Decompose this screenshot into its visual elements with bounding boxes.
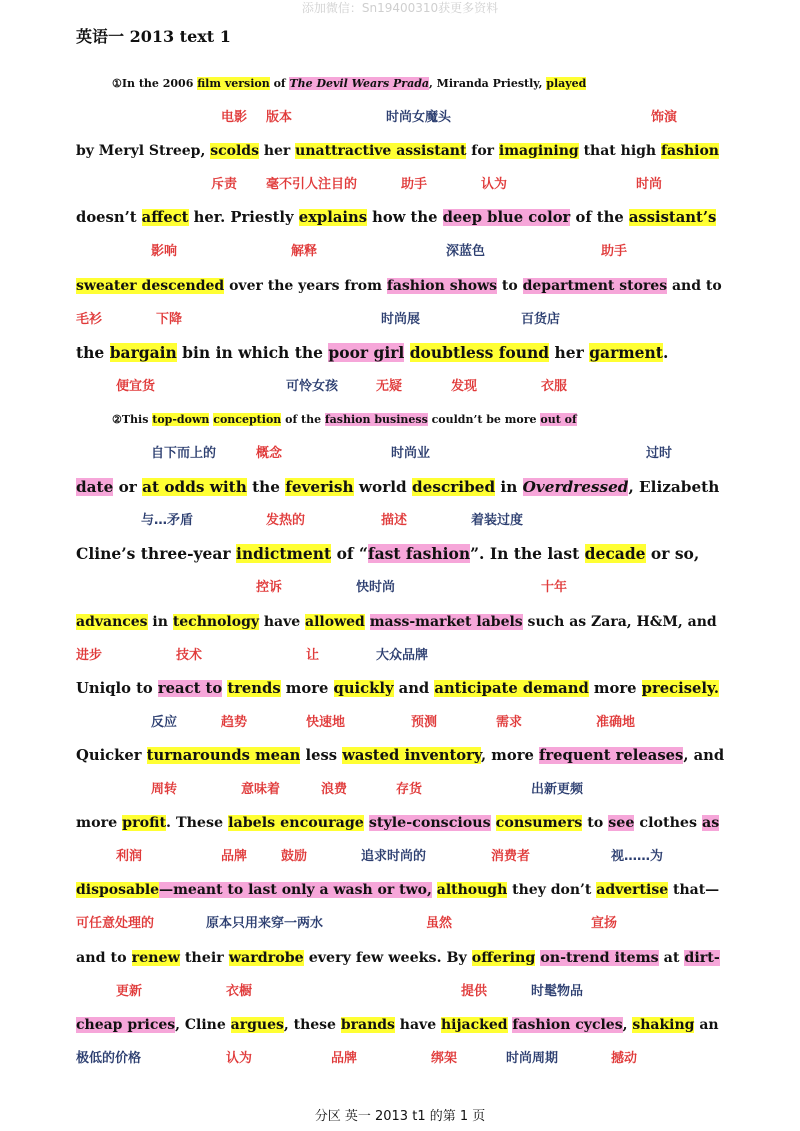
passage-text: , Miranda Priestly,	[429, 77, 547, 90]
highlighted-term: style-conscious	[368, 815, 491, 832]
highlighted-term: renew	[131, 949, 180, 966]
chinese-gloss: 时尚业	[391, 446, 431, 461]
chinese-gloss: 需求	[496, 714, 523, 730]
chinese-gloss: 视……为	[611, 849, 664, 865]
passage-text: or so,	[645, 544, 700, 564]
passage-text: more	[588, 679, 642, 697]
translation-row	[76, 913, 726, 935]
highlighted-term: quickly	[333, 679, 394, 697]
passage-text: of	[269, 77, 290, 90]
passage-text: that high	[578, 143, 661, 160]
chinese-gloss: 电影	[221, 110, 248, 125]
highlighted-term: frequent releases	[539, 747, 684, 764]
passage-text: or	[113, 478, 143, 497]
chinese-gloss: 时髦物品	[531, 983, 584, 999]
chinese-gloss: 自下而上的	[151, 446, 217, 461]
highlighted-term: conception	[213, 413, 282, 426]
passage-text: at	[658, 949, 685, 966]
chinese-gloss: 斥责	[211, 177, 238, 193]
highlighted-term: profit	[122, 815, 167, 832]
passage-text: doesn’t	[76, 209, 142, 227]
chinese-gloss: 时尚女魔头	[386, 110, 452, 125]
highlighted-term: The Devil Wears Prada	[289, 77, 430, 90]
passage-line	[76, 205, 726, 231]
chinese-gloss: 时尚展	[381, 311, 421, 327]
highlighted-term: fast fashion	[367, 544, 471, 564]
highlighted-term: consumers	[495, 815, 583, 832]
passage-text: have	[259, 613, 306, 630]
highlighted-term: see	[608, 815, 635, 832]
highlighted-term: fashion	[660, 143, 719, 160]
passage-line	[76, 810, 726, 836]
chinese-gloss: 认为	[226, 1050, 253, 1066]
highlighted-term: technology	[172, 613, 259, 630]
passage-text: , more	[481, 747, 540, 764]
highlighted-term: feverish	[285, 478, 354, 497]
chinese-gloss: 技术	[176, 647, 203, 663]
chinese-gloss: 可任意处理的	[76, 916, 155, 932]
passage-line	[76, 609, 726, 635]
highlighted-term: dirt-	[684, 949, 720, 966]
passage-text: . These	[166, 815, 229, 832]
translation-row	[76, 1048, 726, 1070]
highlighted-term: as	[702, 815, 720, 832]
highlighted-term: affect	[141, 209, 189, 227]
highlighted-term: decade	[584, 544, 646, 564]
passage-text: and	[393, 679, 435, 697]
chinese-gloss: 更新	[116, 983, 143, 999]
chinese-gloss: 极低的价格	[76, 1050, 142, 1066]
translation-row	[76, 376, 726, 398]
chinese-gloss: 毫不引人注目的	[266, 177, 358, 193]
chinese-gloss: 可怜女孩	[286, 378, 339, 394]
chinese-gloss: 出新更频	[531, 782, 584, 797]
passage-text: , Cline	[175, 1016, 231, 1033]
passage-text	[365, 614, 370, 630]
passage-line	[76, 541, 726, 567]
passage-line	[76, 273, 726, 299]
passage-text: in	[495, 478, 523, 497]
chinese-gloss: 虽然	[426, 916, 453, 932]
chinese-gloss: 追求时尚的	[361, 849, 427, 865]
highlighted-term: fashion business	[324, 413, 428, 426]
passage-text: ②This	[112, 413, 153, 426]
highlighted-term: out of	[540, 413, 577, 426]
watermark: 添加微信：Sn19400310获更多资料	[301, 1, 499, 15]
highlighted-term: hijacked	[440, 1016, 508, 1033]
passage-text: for	[466, 143, 499, 160]
highlighted-term: offering	[471, 949, 536, 966]
chinese-gloss: 浪费	[321, 782, 348, 797]
highlighted-term: trends	[227, 679, 281, 697]
passage-text: how the	[367, 209, 443, 227]
chinese-gloss: 时尚周期	[506, 1050, 559, 1066]
passage-text: , these	[283, 1016, 341, 1033]
highlighted-term: shaking	[632, 1016, 695, 1033]
passage-text: they don’t	[507, 882, 597, 899]
chinese-gloss: 十年	[541, 580, 568, 596]
translation-row	[76, 241, 726, 263]
translation-row	[76, 779, 726, 801]
highlighted-term: film version	[197, 77, 270, 90]
passage-text: of “	[331, 544, 368, 564]
highlighted-term: brands	[340, 1016, 395, 1033]
highlighted-term: mass-market labels	[369, 613, 523, 630]
chinese-gloss: 助手	[401, 177, 428, 193]
passage-line	[76, 71, 762, 97]
chinese-gloss: 影响	[151, 244, 178, 260]
chinese-gloss: 便宜货	[116, 378, 156, 394]
chinese-gloss: 概念	[256, 446, 283, 461]
chinese-gloss: 毛衫	[76, 311, 103, 327]
passage-text: and to	[667, 277, 722, 294]
translation-row	[76, 712, 726, 734]
highlighted-term: anticipate demand	[434, 679, 589, 697]
chinese-gloss: 鼓励	[281, 849, 308, 865]
passage-text: ,	[622, 1016, 633, 1033]
passage-line	[76, 340, 726, 366]
chinese-gloss: 认为	[481, 177, 508, 193]
highlighted-term: advertise	[596, 882, 669, 899]
passage-line	[76, 877, 726, 903]
passage-text: ①In the 2006	[112, 77, 198, 90]
highlighted-term: —meant to last only a wash or two,	[159, 882, 432, 899]
passage-text: , Elizabeth	[628, 478, 720, 497]
chinese-gloss: 周转	[151, 782, 178, 797]
chinese-gloss: 发现	[451, 378, 478, 394]
passage-line	[76, 1012, 726, 1038]
passage-text: over the years from	[224, 277, 387, 294]
translation-row	[76, 510, 726, 532]
chinese-gloss: 控诉	[256, 580, 283, 596]
passage-text: clothes	[634, 815, 702, 832]
passage-text: more	[76, 815, 123, 832]
highlighted-term: react to	[157, 679, 223, 697]
passage-text: world	[353, 478, 413, 497]
chinese-gloss: 快时尚	[356, 580, 396, 596]
passage-text	[404, 343, 409, 362]
passage-line	[76, 407, 762, 433]
chinese-gloss: 让	[306, 647, 320, 663]
highlighted-term: fashion cycles	[512, 1016, 623, 1033]
passage-text: couldn’t be more	[427, 413, 541, 426]
translation-row	[76, 174, 726, 196]
highlighted-term: turnarounds mean	[146, 747, 301, 764]
highlighted-term: poor girl	[328, 342, 405, 362]
highlighted-term: disposable	[76, 882, 160, 899]
highlighted-term: scolds	[210, 143, 259, 160]
highlighted-term: garment	[589, 342, 663, 362]
passage-text: and to	[76, 949, 132, 966]
highlighted-term: sweater descended	[76, 277, 225, 294]
chinese-gloss: 版本	[266, 110, 293, 125]
highlighted-term: indictment	[236, 544, 332, 564]
chinese-gloss: 大众品牌	[376, 647, 429, 663]
passage-text: by Meryl Streep,	[76, 143, 211, 160]
chinese-gloss: 衣服	[541, 378, 568, 394]
passage-text: Quicker	[76, 747, 147, 764]
translation-row	[76, 309, 726, 331]
translation-row	[76, 846, 726, 868]
chinese-gloss: 品牌	[331, 1050, 358, 1066]
passage-text: , and	[683, 747, 725, 764]
chinese-gloss: 下降	[156, 311, 183, 327]
chinese-gloss: 深蓝色	[446, 244, 486, 260]
highlighted-term: cheap prices	[76, 1016, 176, 1033]
translation-row	[76, 443, 726, 465]
highlighted-term: doubtless found	[409, 342, 550, 362]
translation-row	[76, 981, 726, 1003]
highlighted-term: played	[546, 77, 587, 90]
highlighted-term: Overdressed	[522, 478, 629, 497]
highlighted-term: wasted inventory	[342, 747, 482, 764]
passage-text: ”. In the last	[470, 544, 585, 564]
chinese-gloss: 解释	[291, 244, 318, 260]
passage-text: more	[280, 679, 334, 697]
passage-text: in	[147, 613, 173, 630]
passage-line	[76, 676, 726, 702]
chinese-gloss: 准确地	[596, 714, 636, 730]
page-title: 英语一 2013 text 1	[76, 27, 231, 46]
passage-text: the	[76, 342, 110, 362]
passage-text: .	[662, 342, 669, 362]
passage-text: less	[300, 747, 343, 764]
highlighted-term: top-down	[152, 413, 210, 426]
chinese-gloss: 百货店	[521, 311, 561, 327]
passage-text: of the	[281, 413, 325, 426]
chinese-gloss: 饰演	[651, 110, 678, 125]
chinese-gloss: 利润	[116, 849, 143, 865]
chinese-gloss: 提供	[461, 983, 488, 999]
chinese-gloss: 宣扬	[591, 916, 618, 932]
highlighted-term: precisely.	[641, 679, 720, 697]
passage-line	[76, 743, 726, 769]
chinese-gloss: 着装过度	[471, 513, 524, 529]
chinese-gloss: 原本只用来穿一两水	[206, 916, 324, 932]
highlighted-term: bargain	[109, 342, 177, 362]
passage-text: to	[582, 815, 609, 832]
passage-line	[76, 945, 726, 971]
highlighted-term: department stores	[522, 277, 668, 294]
chinese-gloss: 趋势	[221, 714, 248, 730]
chinese-gloss: 无疑	[376, 378, 403, 394]
chinese-gloss: 消费者	[491, 849, 531, 865]
highlighted-term: at odds with	[142, 478, 247, 497]
passage-text	[491, 815, 496, 831]
passage-text: the	[246, 478, 286, 497]
highlighted-term: assistant’s	[628, 209, 717, 227]
highlighted-term: although	[436, 882, 508, 899]
highlighted-term: fashion shows	[386, 277, 498, 294]
passage-line	[76, 474, 726, 500]
highlighted-term: advances	[76, 613, 148, 630]
highlighted-term: labels encourage	[228, 815, 364, 832]
chinese-gloss: 快速地	[306, 714, 346, 730]
passage-text: her. Priestly	[188, 209, 299, 227]
highlighted-term: on-trend items	[540, 949, 659, 966]
translation-row	[76, 107, 726, 129]
passage-text: bin in which the	[176, 342, 329, 362]
passage-text: their	[179, 949, 229, 966]
highlighted-term: allowed	[305, 613, 365, 630]
passage-line	[76, 138, 726, 164]
chinese-gloss: 发热的	[266, 513, 306, 529]
chinese-gloss: 意味着	[241, 782, 281, 797]
translation-row	[76, 645, 726, 667]
chinese-gloss: 描述	[381, 513, 408, 529]
chinese-gloss: 撼动	[611, 1050, 638, 1066]
highlighted-term: wardrobe	[228, 949, 304, 966]
chinese-gloss: 存货	[396, 782, 423, 797]
passage-text: such as Zara, H&M, and	[522, 613, 717, 630]
highlighted-term: argues	[230, 1016, 284, 1033]
passage-text: that—	[668, 882, 720, 899]
chinese-gloss: 助手	[601, 244, 628, 260]
passage-text: her	[258, 143, 296, 160]
passage-text: every few weeks. By	[303, 949, 472, 966]
passage-text: Uniqlo to	[76, 679, 158, 697]
highlighted-term: explains	[298, 209, 368, 227]
passage-text: have	[394, 1016, 441, 1033]
chinese-gloss: 与…矛盾	[141, 513, 194, 529]
passage-text: of the	[570, 209, 629, 227]
chinese-gloss: 进步	[76, 647, 103, 663]
passage-text: to	[497, 277, 523, 294]
highlighted-term: described	[412, 478, 496, 497]
passage-text: her	[549, 342, 590, 362]
chinese-gloss: 品牌	[221, 849, 248, 865]
passage-text: Cline’s three-year	[76, 544, 236, 564]
chinese-gloss: 衣橱	[226, 983, 253, 999]
page-footer: 分区 英一 2013 t1 的第 1 页	[314, 1109, 486, 1124]
chinese-gloss: 过时	[646, 446, 673, 461]
chinese-gloss: 预测	[411, 714, 438, 730]
highlighted-term: deep blue color	[442, 209, 571, 227]
chinese-gloss: 时尚	[636, 177, 663, 193]
chinese-gloss: 反应	[151, 714, 178, 730]
translation-row	[76, 577, 726, 599]
passage-text: an	[694, 1016, 719, 1033]
chinese-gloss: 绑架	[431, 1050, 458, 1066]
highlighted-term: imagining	[498, 143, 579, 160]
highlighted-term: unattractive assistant	[295, 143, 467, 160]
highlighted-term: date	[76, 478, 114, 497]
